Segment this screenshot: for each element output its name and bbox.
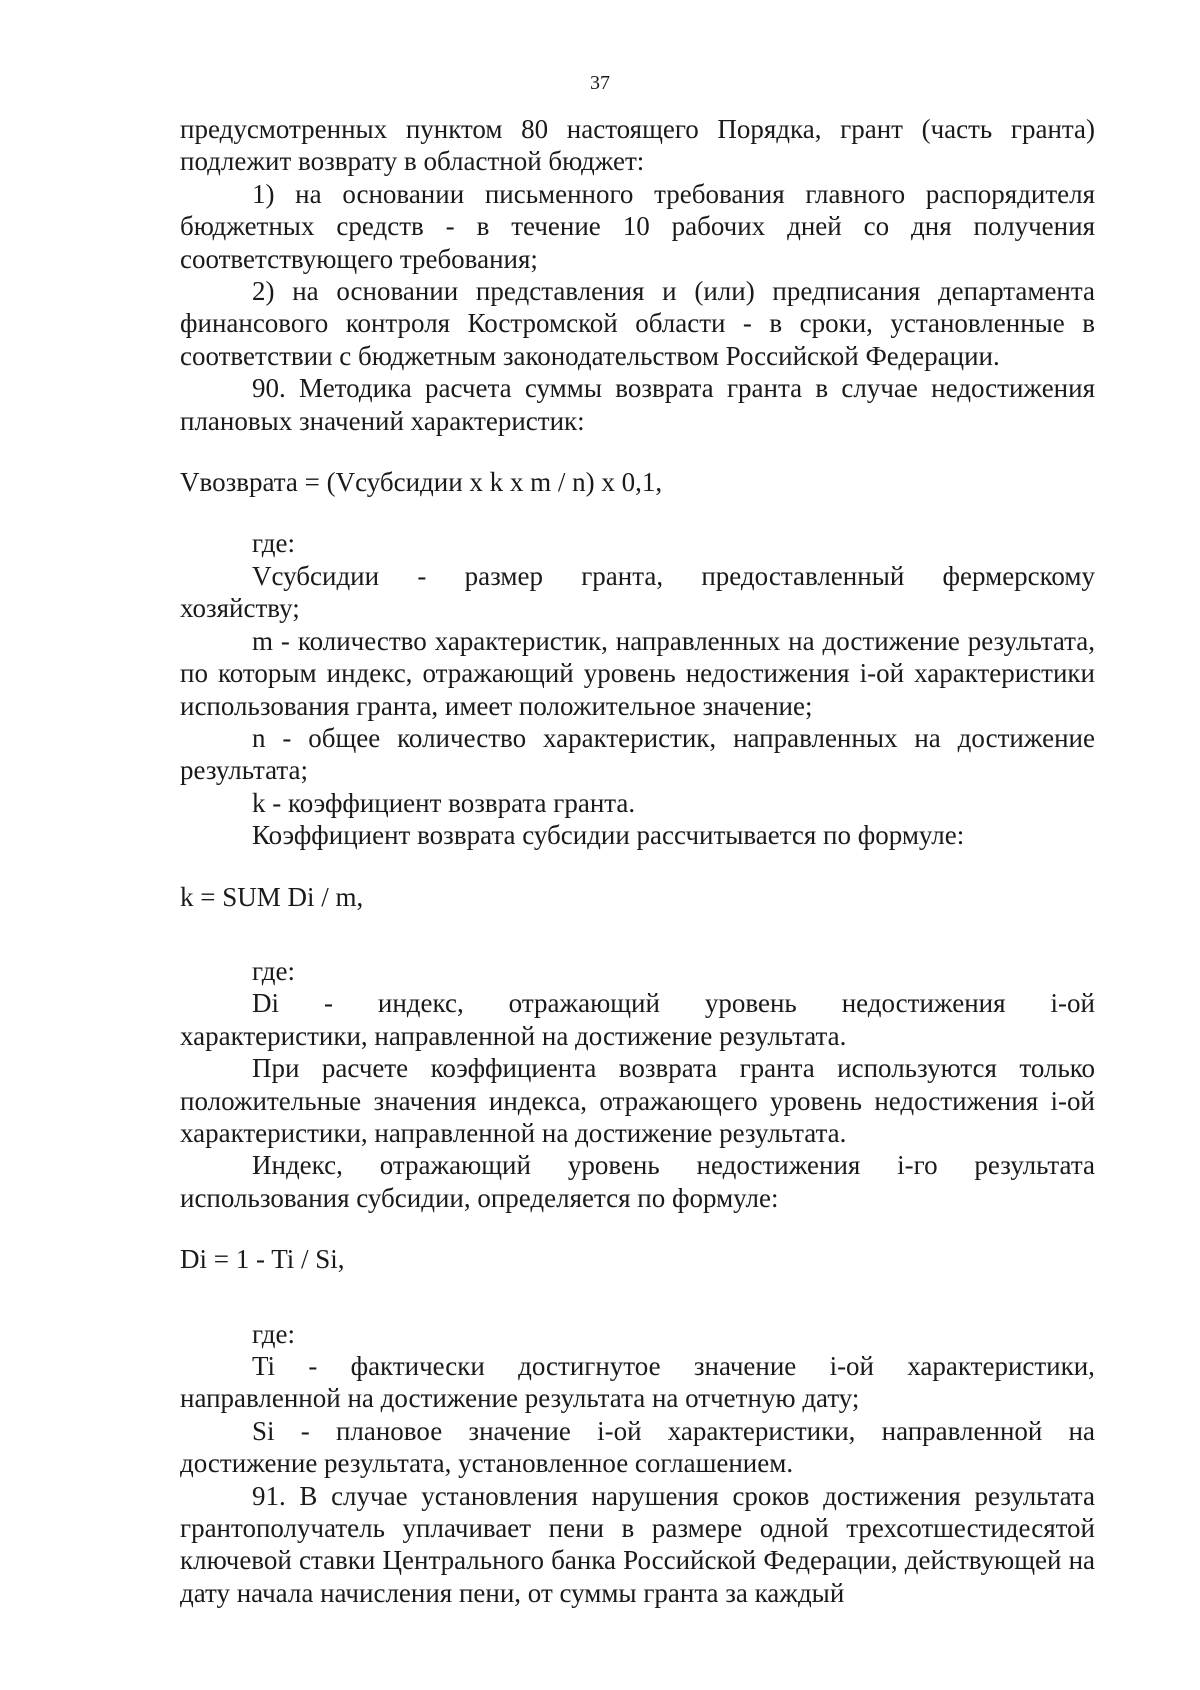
paragraph-intro: предусмотренных пунктом 80 настоящего Порядка, грант (часть гранта) подлежит возврату в областной бюджет: <box>180 114 1095 177</box>
index-paragraph-line <box>180 1149 1095 1181</box>
di-definition-cont: характеристики, направленной на достижение результата. <box>180 1020 847 1051</box>
where-label: где: <box>252 528 295 559</box>
word: предоставленный <box>701 560 905 591</box>
word: - <box>323 988 333 1019</box>
word: - <box>308 1351 318 1381</box>
word: размер <box>464 560 543 591</box>
word: уровень <box>567 1150 660 1181</box>
word: индекс, <box>377 988 464 1019</box>
formula-di: Di = 1 - Ti / Si, <box>180 1244 345 1275</box>
vsubsidy-definition-line <box>180 560 1095 592</box>
where-label: где: <box>252 955 295 986</box>
document-body <box>180 113 1095 1609</box>
word: i-ой <box>829 1351 875 1381</box>
word: - <box>417 560 427 591</box>
k-intro: Коэффициент возврата субсидии рассчитывается по формуле: <box>252 820 965 851</box>
ti-definition-cont: направленной на достижение результата на отчетную дату; <box>180 1383 860 1414</box>
index-paragraph-cont: использования субсидии, определяется по формуле: <box>180 1182 779 1213</box>
word: недостижения <box>841 988 1006 1019</box>
word: недостижения <box>696 1150 861 1181</box>
word: Di <box>252 988 279 1019</box>
word: отражающий <box>379 1150 531 1181</box>
word: Vсубсидии <box>252 560 380 591</box>
page-number: 37 <box>590 72 610 94</box>
word: результата <box>974 1150 1095 1181</box>
word: Ti <box>252 1351 276 1381</box>
k-definition: k - коэффициент возврата гранта. <box>252 787 636 818</box>
formula-return-amount: Vвозврата = (Vсубсидии x k x m / n) x 0,1, <box>180 467 663 498</box>
word: отражающий <box>508 988 660 1019</box>
n-definition: n - общее количество характеристик, направленных на достижение результата; <box>180 722 1095 786</box>
word: i-ой <box>1050 988 1095 1019</box>
paragraph-90: 90. Методика расчета суммы возврата гранта в случае недостижения плановых значений характеристик: <box>180 373 1095 436</box>
word: гранта, <box>581 560 664 591</box>
word: Индекс, <box>252 1150 343 1181</box>
si-definition: Si - плановое значение i-ой характеристики, направленной на достижение результата, установленное соглашением. <box>180 1415 1095 1479</box>
word: характеристики, <box>907 1351 1095 1381</box>
paragraph-item-1: 1) на основании письменного требования главного распорядителя бюджетных средств - в течение 10 рабочих дней со дня получения соответствующего требования; <box>180 178 1095 274</box>
positive-values-paragraph: При расчете коэффициента возврата гранта используются только положительные значения индекса, отражающего уровень недостижения i-ой характеристики, направленной на достижение результата. <box>180 1053 1095 1148</box>
word: значение <box>693 1351 797 1381</box>
ti-definition-line <box>180 1350 1095 1382</box>
di-definition-line <box>180 987 1095 1019</box>
m-definition: m - количество характеристик, направленных на достижение результата, по которым индекс, отражающий уровень недостижения i-ой характеристики использования гранта, имеет положительное значение; <box>180 625 1095 721</box>
word: фермерскому <box>942 560 1095 591</box>
paragraph-item-2: 2) на основании представления и (или) предписания департамента финансового контроля Костромской области - в сроки, установленные в соответствии с бюджетным законодательством Российской Федерации. <box>180 276 1095 371</box>
vsubsidy-definition-cont: хозяйству; <box>180 593 300 624</box>
where-label: где: <box>252 1318 295 1349</box>
word: фактически <box>350 1351 485 1381</box>
word: i-го <box>897 1150 938 1181</box>
formula-k: k = SUM Di / m, <box>180 881 364 912</box>
word: уровень <box>704 988 797 1019</box>
paragraph-91: 91. В случае установления нарушения сроков достижения результата грантополучатель уплачивает пени в размере одной трехсотшестидесятой ключевой ставки Центрального банка Российской Федерации, действующей на дату начала начисления пени, от суммы гранта за каждый <box>180 1480 1095 1608</box>
word: достигнутое <box>518 1351 661 1381</box>
